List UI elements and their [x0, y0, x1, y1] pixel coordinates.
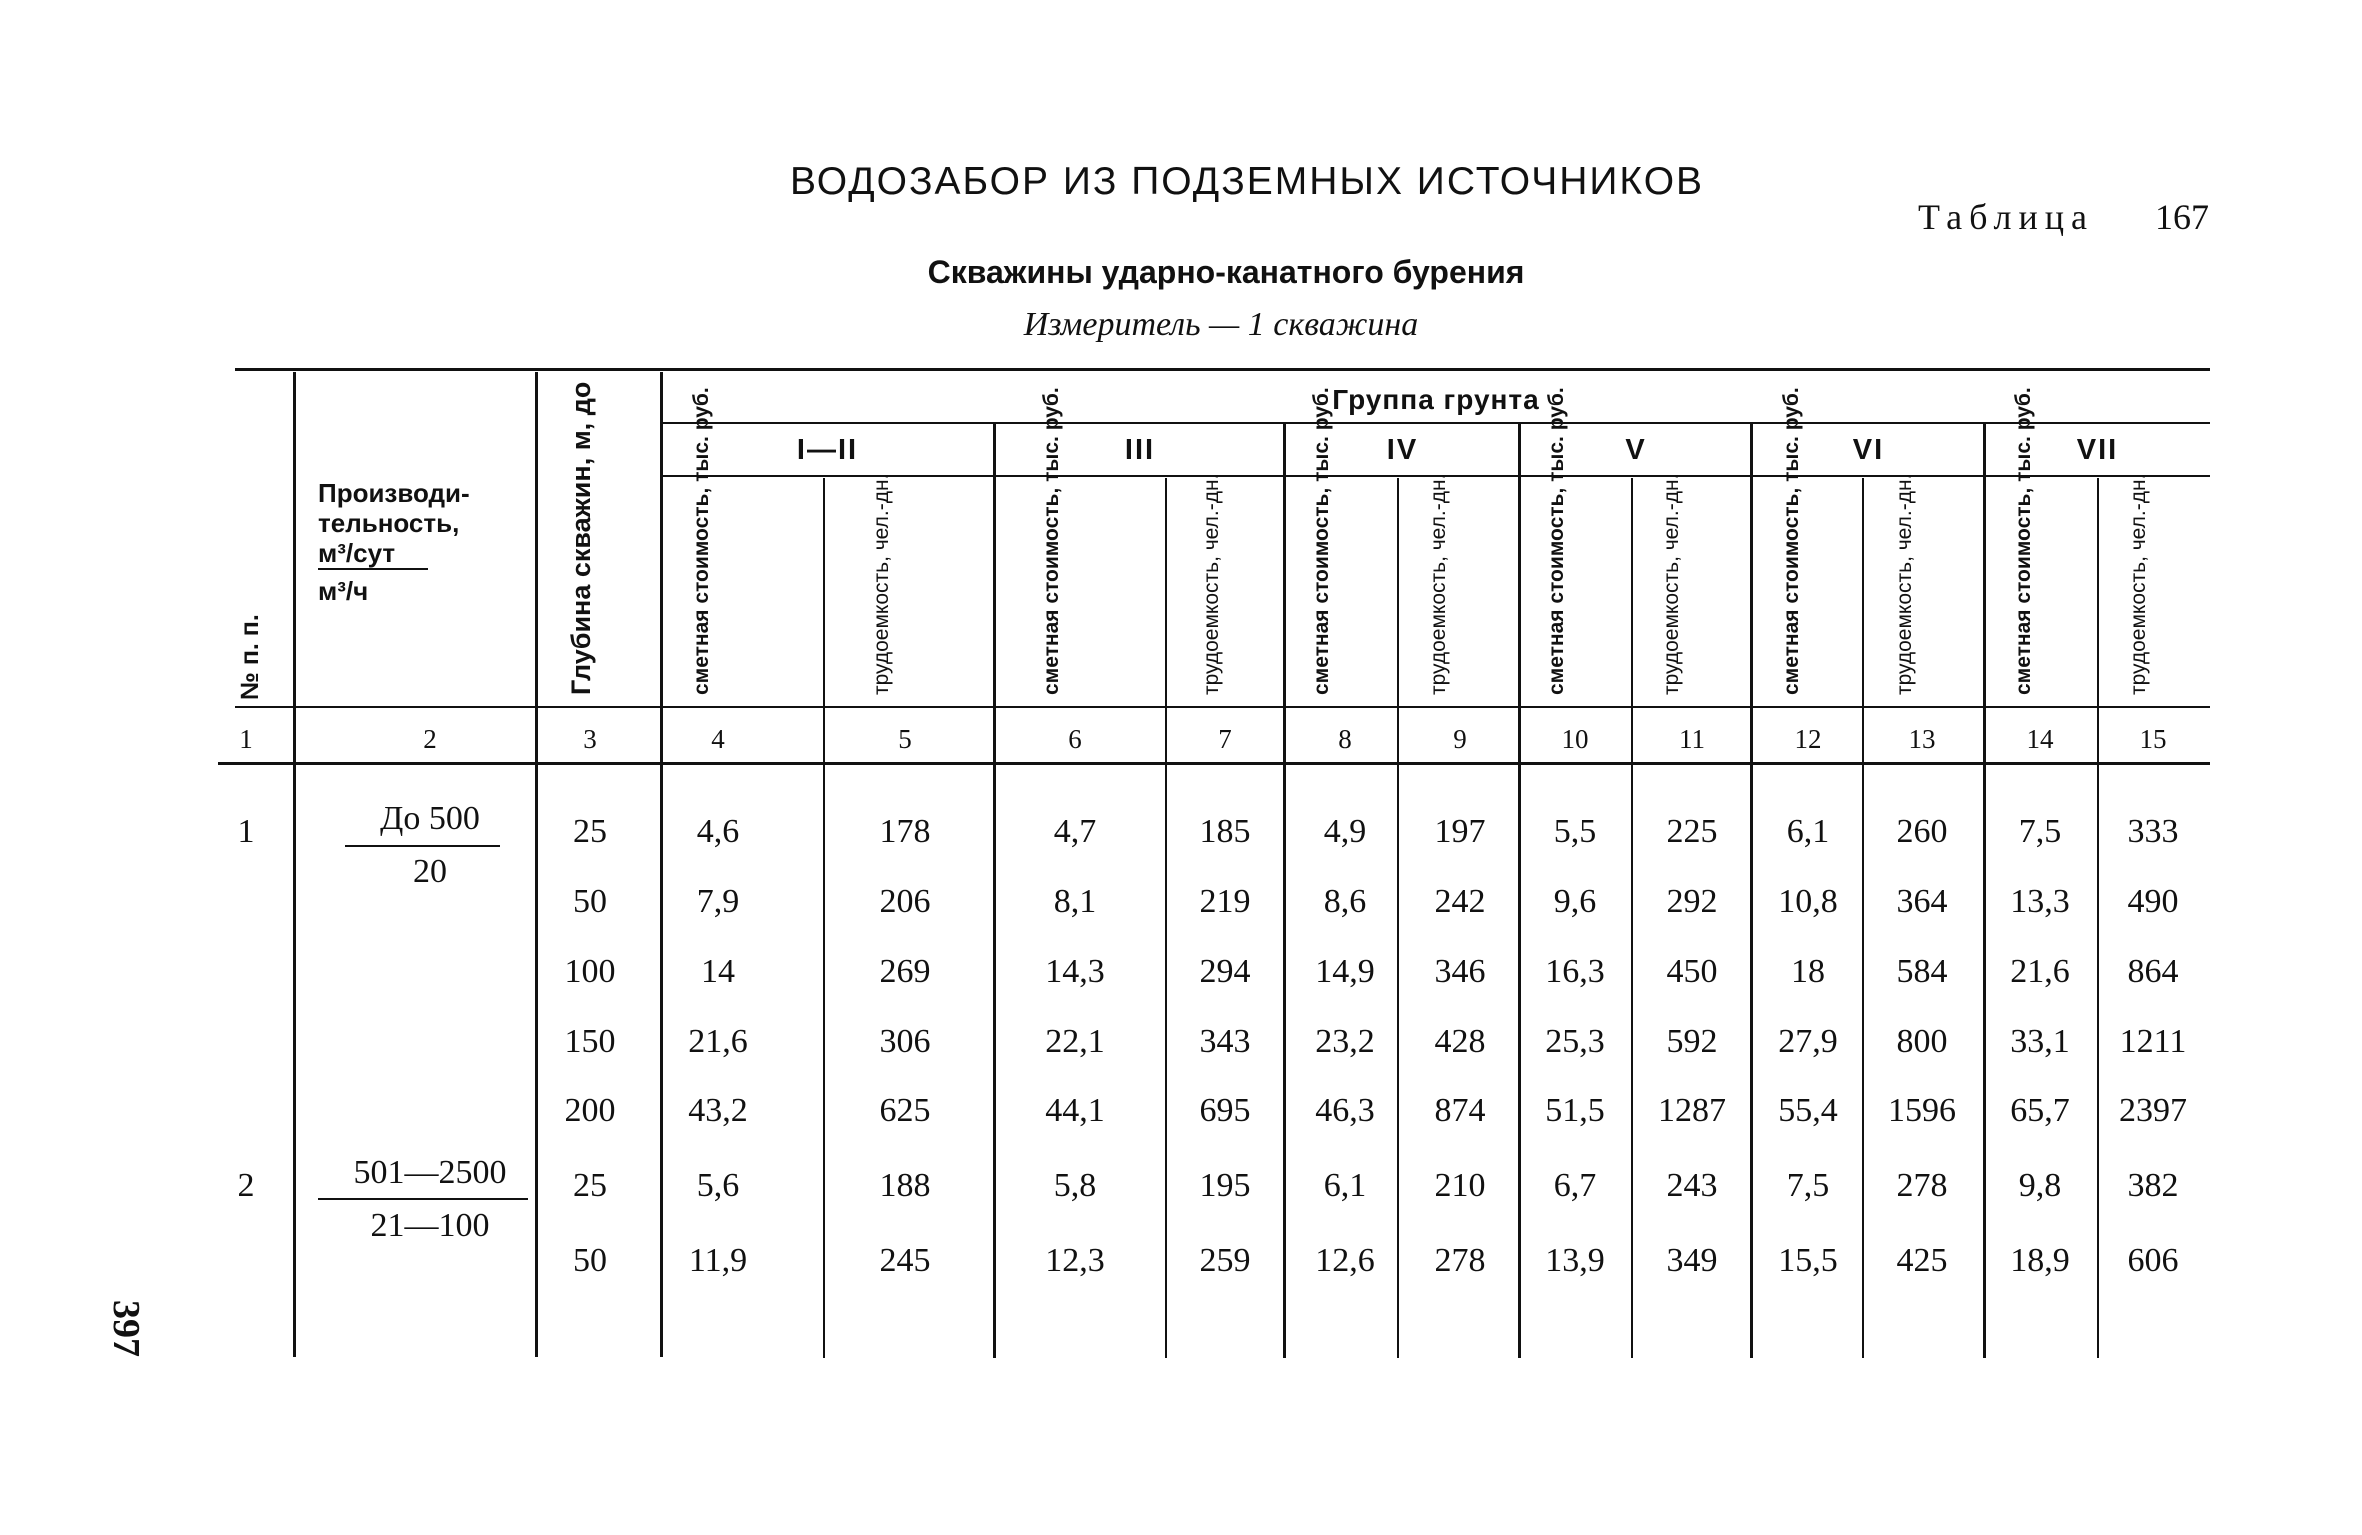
header-no: № п. п. — [236, 614, 264, 700]
cost-value: 14 — [701, 953, 735, 990]
labor-value: 278 — [1434, 1242, 1486, 1279]
column-number: 10 — [1561, 724, 1589, 754]
depth-value: 25 — [573, 1167, 607, 1204]
labor-value: 800 — [1896, 1023, 1948, 1060]
labor-value: 306 — [879, 1023, 931, 1060]
labor-value: 197 — [1434, 813, 1486, 850]
depth-value: 50 — [573, 883, 607, 920]
productivity-per-day: До 500 — [380, 800, 480, 837]
productivity-per-hour: 20 — [413, 853, 447, 890]
cost-value: 27,9 — [1778, 1023, 1838, 1060]
cost-value: 6,1 — [1323, 1167, 1367, 1204]
cost-value: 18 — [1791, 953, 1825, 990]
cost-value: 9,6 — [1553, 883, 1597, 920]
labor-value: 695 — [1199, 1092, 1251, 1129]
cost-value: 51,5 — [1545, 1092, 1605, 1129]
group-label: IV — [1386, 434, 1419, 466]
column-number: 11 — [1679, 724, 1705, 754]
labor-value: 242 — [1434, 883, 1486, 920]
table-subtitle: Скважины ударно-канатного бурения — [927, 254, 1525, 290]
group-label: VI — [1852, 434, 1885, 466]
row-number: 2 — [237, 1167, 255, 1204]
productivity-per-hour: 21—100 — [370, 1207, 490, 1244]
cost-value: 5,6 — [696, 1167, 740, 1204]
header-cost: сметная стоимость, тыс. руб. — [2012, 387, 2035, 695]
column-number: 1 — [239, 724, 253, 754]
labor-value: 292 — [1666, 883, 1718, 920]
vline — [1283, 424, 1286, 1358]
column-number: 9 — [1453, 724, 1467, 754]
labor-value: 864 — [2127, 953, 2179, 990]
cost-value: 4,7 — [1053, 813, 1097, 850]
cost-value: 44,1 — [1045, 1092, 1105, 1129]
labor-value: 2397 — [2119, 1092, 2187, 1129]
productivity-per-day: 501—2500 — [353, 1154, 507, 1191]
header-productivity-unit2: м³/ч — [318, 576, 369, 606]
group-label: I—II — [796, 434, 859, 466]
column-number: 15 — [2139, 724, 2167, 754]
labor-value: 584 — [1896, 953, 1948, 990]
labor-value: 874 — [1434, 1092, 1486, 1129]
labor-value: 178 — [879, 813, 931, 850]
header-labor: трудоемкость, чел.-дн. — [1893, 473, 1916, 695]
labor-value: 278 — [1896, 1167, 1948, 1204]
labor-value: 245 — [879, 1242, 931, 1279]
header-labor: трудоемкость, чел.-дн. — [1660, 473, 1683, 695]
header-labor: трудоемкость, чел.-дн. — [1200, 473, 1223, 695]
vline — [1631, 478, 1633, 1358]
labor-value: 195 — [1199, 1167, 1251, 1204]
labor-value: 260 — [1896, 813, 1948, 850]
column-number: 6 — [1068, 724, 1082, 754]
rule-group — [662, 422, 2210, 424]
cost-value: 10,8 — [1778, 883, 1838, 920]
column-number: 4 — [711, 724, 725, 754]
labor-value: 343 — [1199, 1023, 1251, 1060]
page-number: 397 — [105, 1300, 147, 1357]
header-productivity — [318, 478, 470, 606]
cost-value: 46,3 — [1315, 1092, 1375, 1129]
section-title: ВОДОЗАБОР ИЗ ПОДЗЕМНЫХ ИСТОЧНИКОВ — [790, 160, 1705, 203]
cost-value: 5,5 — [1553, 813, 1597, 850]
header-labor: трудоемкость, чел.-дн. — [2127, 473, 2150, 695]
column-number: 3 — [583, 724, 597, 754]
fraction-line — [345, 845, 500, 847]
header-cost: сметная стоимость, тыс. руб. — [690, 387, 713, 695]
labor-value: 625 — [879, 1092, 931, 1129]
cost-value: 4,9 — [1323, 813, 1367, 850]
labor-value: 1211 — [2119, 1023, 2187, 1060]
cost-value: 14,9 — [1315, 953, 1375, 990]
row-number: 1 — [237, 813, 255, 850]
header-cost: сметная стоимость, тыс. руб. — [1040, 387, 1063, 695]
cost-value: 6,1 — [1786, 813, 1830, 850]
labor-value: 450 — [1666, 953, 1718, 990]
labor-value: 425 — [1896, 1242, 1948, 1279]
cost-value: 43,2 — [688, 1092, 748, 1129]
column-number: 13 — [1908, 724, 1936, 754]
cost-value: 18,9 — [2010, 1242, 2070, 1279]
cost-value: 21,6 — [688, 1023, 748, 1060]
cost-value: 6,7 — [1553, 1167, 1597, 1204]
column-number: 2 — [423, 724, 437, 754]
header-productivity-line2: тельность, — [318, 508, 460, 538]
header-labor: трудоемкость, чел.-дн. — [1427, 473, 1450, 695]
group-label: VII — [2076, 434, 2119, 466]
fraction-line — [318, 1198, 528, 1200]
vline — [993, 424, 996, 1358]
column-number: 8 — [1338, 724, 1352, 754]
labor-value: 1596 — [1888, 1092, 1956, 1129]
labor-value: 269 — [879, 953, 931, 990]
cost-value: 4,6 — [696, 813, 740, 850]
depth-value: 150 — [564, 1023, 616, 1060]
labor-value: 592 — [1666, 1023, 1718, 1060]
header-productivity-line1: Производи- — [318, 478, 470, 508]
vline — [823, 478, 825, 1358]
labor-value: 243 — [1666, 1167, 1718, 1204]
cost-value: 8,6 — [1323, 883, 1367, 920]
labor-value: 206 — [879, 883, 931, 920]
group-label: III — [1124, 434, 1156, 466]
column-number: 5 — [898, 724, 912, 754]
vline — [1165, 478, 1167, 1358]
labor-value: 346 — [1434, 953, 1486, 990]
cost-value: 13,9 — [1545, 1242, 1605, 1279]
header-productivity-unit1: м³/сут — [318, 538, 428, 570]
column-number: 7 — [1218, 724, 1232, 754]
header-cost: сметная стоимость, тыс. руб. — [1545, 387, 1568, 695]
cost-value: 15,5 — [1778, 1242, 1838, 1279]
depth-value: 100 — [564, 953, 616, 990]
labor-value: 490 — [2127, 883, 2179, 920]
cost-value: 21,6 — [2010, 953, 2070, 990]
cost-value: 7,9 — [696, 883, 740, 920]
header-labor: трудоемкость, чел.-дн. — [870, 473, 893, 695]
cost-value: 12,3 — [1045, 1242, 1105, 1279]
group-label: V — [1625, 434, 1647, 466]
cost-value: 11,9 — [688, 1242, 748, 1279]
labor-value: 1287 — [1658, 1092, 1726, 1129]
cost-value: 23,2 — [1315, 1023, 1375, 1060]
cost-value: 9,8 — [2018, 1167, 2062, 1204]
labor-value: 294 — [1199, 953, 1251, 990]
labor-value: 185 — [1199, 813, 1251, 850]
column-number: 14 — [2026, 724, 2054, 754]
cost-value: 55,4 — [1778, 1092, 1838, 1129]
cost-value: 13,3 — [2010, 883, 2070, 920]
labor-value: 219 — [1199, 883, 1251, 920]
column-number: 12 — [1794, 724, 1822, 754]
labor-value: 333 — [2127, 813, 2179, 850]
cost-value: 12,6 — [1315, 1242, 1375, 1279]
cost-value: 7,5 — [2018, 813, 2062, 850]
labor-value: 225 — [1666, 813, 1718, 850]
labor-value: 382 — [2127, 1167, 2179, 1204]
table-measure: Измеритель — 1 скважина — [1023, 306, 1419, 343]
vline — [293, 372, 296, 1357]
table-label: Таблица — [1918, 197, 2094, 237]
header-soil-group: Группа грунта — [1332, 384, 1540, 415]
cost-value: 14,3 — [1045, 953, 1105, 990]
header-depth: Глубина скважин, м, до — [566, 381, 596, 695]
rule-top — [235, 368, 2210, 371]
labor-value: 210 — [1434, 1167, 1486, 1204]
table-number: 167 — [2155, 197, 2209, 237]
header-cost: сметная стоимость, тыс. руб. — [1310, 387, 1333, 695]
labor-value: 259 — [1199, 1242, 1251, 1279]
rule-header-bottom — [235, 706, 2210, 708]
cost-value: 65,7 — [2010, 1092, 2070, 1129]
labor-value: 606 — [2127, 1242, 2179, 1279]
depth-value: 200 — [564, 1092, 616, 1129]
cost-value: 7,5 — [1786, 1167, 1830, 1204]
cost-value: 25,3 — [1545, 1023, 1605, 1060]
labor-value: 428 — [1434, 1023, 1486, 1060]
cost-value: 8,1 — [1053, 883, 1097, 920]
header-cost: сметная стоимость, тыс. руб. — [1780, 387, 1803, 695]
vline — [660, 372, 663, 1357]
labor-value: 364 — [1896, 883, 1948, 920]
rule-colnums — [218, 762, 2210, 765]
cost-value: 22,1 — [1045, 1023, 1105, 1060]
depth-value: 50 — [573, 1242, 607, 1279]
labor-value: 188 — [879, 1167, 931, 1204]
depth-value: 25 — [573, 813, 607, 850]
cost-value: 33,1 — [2010, 1023, 2070, 1060]
cost-value: 5,8 — [1053, 1167, 1097, 1204]
labor-value: 349 — [1666, 1242, 1718, 1279]
cost-value: 16,3 — [1545, 953, 1605, 990]
